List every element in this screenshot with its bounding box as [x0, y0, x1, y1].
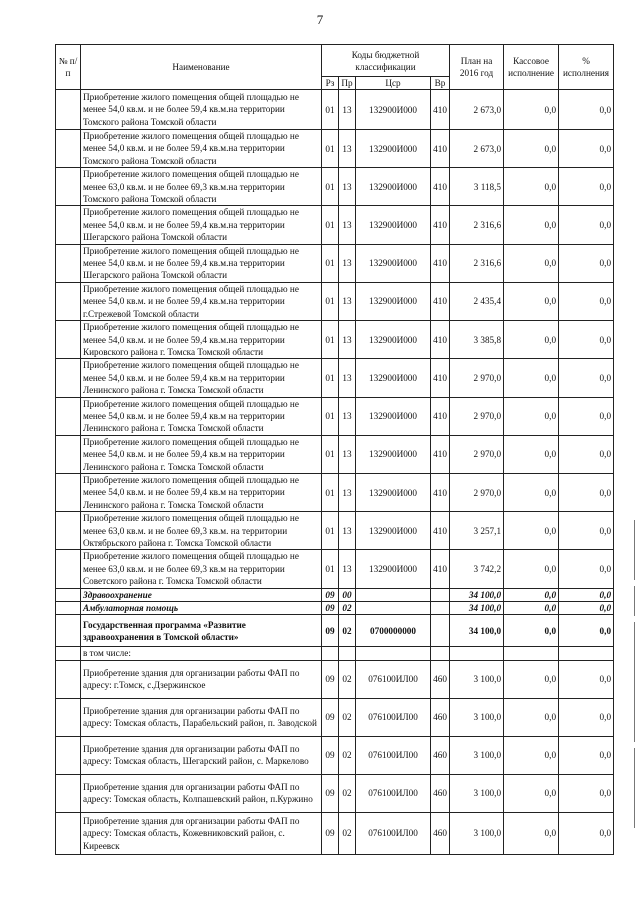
cell-pct: 0,0	[559, 698, 614, 736]
cell-csr	[356, 588, 431, 601]
cell-name: Приобретение жилого помещения общей площадью не менее 54,0 кв.м. и не более 59,4 кв.м на территории Ленинского района г. Томска Томской области	[81, 435, 322, 473]
cell-name: Приобретение жилого помещения общей площадью не менее 54,0 кв.м. и не более 59,4 кв.м.на территории Кировского района г. Томска Томской области	[81, 321, 322, 359]
cell-pr: 13	[339, 435, 356, 473]
cell-cash: 0,0	[504, 397, 559, 435]
cell-vr: 410	[431, 473, 450, 511]
cell-vr: 410	[431, 550, 450, 588]
cell-plan: 3 100,0	[450, 812, 504, 854]
cell-pr: 02	[339, 774, 356, 812]
cell-rz: 09	[322, 588, 339, 601]
cell-plan: 2 970,0	[450, 397, 504, 435]
header-csr: Цср	[356, 77, 431, 90]
cell-plan: 3 100,0	[450, 698, 504, 736]
cell-rz: 01	[322, 130, 339, 168]
cell-pr: 02	[339, 812, 356, 854]
cell-csr: 132900И000	[356, 321, 431, 359]
header-vr: Вр	[431, 77, 450, 90]
cell-rz: 01	[322, 168, 339, 206]
cell-pr: 13	[339, 282, 356, 320]
cell-rz: 01	[322, 321, 339, 359]
cell-num	[56, 512, 81, 550]
header-name: Наименование	[81, 45, 322, 90]
cell-rz: 09	[322, 774, 339, 812]
cell-plan: 3 385,8	[450, 321, 504, 359]
cell-cash: 0,0	[504, 282, 559, 320]
table-row	[56, 473, 614, 511]
cell-num	[56, 130, 81, 168]
cell-vr: 460	[431, 736, 450, 774]
cell-pct: 0,0	[559, 812, 614, 854]
table-row	[56, 660, 614, 698]
cell-num	[56, 397, 81, 435]
cell-plan: 2 316,6	[450, 206, 504, 244]
cell-cash: 0,0	[504, 588, 559, 601]
cell-pct: 0,0	[559, 512, 614, 550]
cell-cash: 0,0	[504, 359, 559, 397]
cell-pct: 0,0	[559, 435, 614, 473]
cell-num	[56, 90, 81, 130]
cell-plan: 34 100,0	[450, 615, 504, 647]
cell-rz: 01	[322, 512, 339, 550]
cell-num	[56, 550, 81, 588]
cell-pr: 02	[339, 698, 356, 736]
cell-csr: 132900И000	[356, 473, 431, 511]
cell-cash: 0,0	[504, 602, 559, 615]
cell-vr: 410	[431, 397, 450, 435]
header-num: № п/п	[56, 45, 81, 90]
cell-plan: 34 100,0	[450, 602, 504, 615]
cell-rz: 09	[322, 615, 339, 647]
cell-csr: 132900И000	[356, 435, 431, 473]
page-number: 7	[316, 12, 324, 27]
cell-name: Государственная программа «Развитие здравоохранения в Томской области»	[81, 615, 322, 647]
cell-pr: 13	[339, 550, 356, 588]
cell-vr: 460	[431, 774, 450, 812]
cell-pct: 0,0	[559, 660, 614, 698]
cell-pr: 02	[339, 602, 356, 615]
cell-vr: 460	[431, 660, 450, 698]
cell-csr: 132900И000	[356, 244, 431, 282]
cell-csr: 132900И000	[356, 282, 431, 320]
cell-num	[56, 244, 81, 282]
cell-rz: 09	[322, 698, 339, 736]
cell-name: Приобретение здания для организации работы ФАП по адресу: Томская область, Колпашевский район, п.Куржино	[81, 774, 322, 812]
cell-pr: 00	[339, 588, 356, 601]
cell-plan: 2 970,0	[450, 435, 504, 473]
table-row	[56, 698, 614, 736]
cell-csr	[356, 602, 431, 615]
table-row	[56, 397, 614, 435]
table-row	[56, 321, 614, 359]
cell-csr: 0700000000	[356, 615, 431, 647]
cell-csr: 132900И000	[356, 168, 431, 206]
cell-csr: 076100ИЛ00	[356, 812, 431, 854]
cell-num	[56, 588, 81, 601]
cell-num	[56, 812, 81, 854]
table-row	[56, 130, 614, 168]
cell-cash: 0,0	[504, 90, 559, 130]
cell-vr	[431, 588, 450, 601]
cell-plan: 3 118,5	[450, 168, 504, 206]
cell-name: Приобретение жилого помещения общей площадью не менее 54,0 кв.м. и не более 59,4 кв.м.на территории Шегарского района Томской области	[81, 206, 322, 244]
table-row	[56, 282, 614, 320]
table-row	[56, 244, 614, 282]
cell-csr: 132900И000	[356, 512, 431, 550]
cell-pct: 0,0	[559, 321, 614, 359]
cell-rz: 09	[322, 602, 339, 615]
cell-num	[56, 698, 81, 736]
cell-rz: 01	[322, 473, 339, 511]
table-row	[56, 812, 614, 854]
cell-cash: 0,0	[504, 615, 559, 647]
cell-rz: 01	[322, 244, 339, 282]
cell-rz: 01	[322, 397, 339, 435]
cell-cash: 0,0	[504, 244, 559, 282]
cell-name: Приобретение жилого помещения общей площадью не менее 54,0 кв.м. и не более 59,4 кв.м.на территории Томского района Томской области	[81, 90, 322, 130]
cell-name: Приобретение жилого помещения общей площадью не менее 54,0 кв.м. и не более 59,4 кв.м.на территории Томского района Томской области	[81, 130, 322, 168]
cell-pct: 0,0	[559, 615, 614, 647]
cell-pr: 13	[339, 473, 356, 511]
cell-pct: 0,0	[559, 588, 614, 601]
margin-signature-mark	[633, 520, 636, 900]
cell-cash: 0,0	[504, 736, 559, 774]
cell-vr: 410	[431, 359, 450, 397]
cell-pr: 13	[339, 244, 356, 282]
cell-name: Приобретение жилого помещения общей площадью не менее 54,0 кв.м. и не более 59,4 кв.м.на территории Шегарского района Томской области	[81, 244, 322, 282]
cell-pct	[559, 647, 614, 660]
cell-num	[56, 736, 81, 774]
cell-cash: 0,0	[504, 512, 559, 550]
table-row	[56, 550, 614, 588]
cell-cash: 0,0	[504, 550, 559, 588]
cell-name: Приобретение жилого помещения общей площадью не менее 54,0 кв.м. и не более 59,4 кв.м на территории Ленинского района г. Томска Томской области	[81, 359, 322, 397]
table-row	[56, 602, 614, 615]
cell-rz: 01	[322, 90, 339, 130]
cell-name: Приобретение здания для организации работы ФАП по адресу: Томская область, Парабельский район, п. Заводской	[81, 698, 322, 736]
cell-csr: 076100ИЛ00	[356, 660, 431, 698]
table-row	[56, 615, 614, 647]
cell-rz: 01	[322, 550, 339, 588]
cell-plan: 2 435,4	[450, 282, 504, 320]
cell-num	[56, 282, 81, 320]
header-rz: Рз	[322, 77, 339, 90]
cell-vr: 410	[431, 435, 450, 473]
cell-plan	[450, 647, 504, 660]
cell-plan: 2 673,0	[450, 90, 504, 130]
cell-rz: 01	[322, 282, 339, 320]
cell-pr: 13	[339, 397, 356, 435]
cell-csr: 132900И000	[356, 206, 431, 244]
cell-rz	[322, 647, 339, 660]
cell-plan: 3 100,0	[450, 660, 504, 698]
cell-vr: 410	[431, 244, 450, 282]
cell-name: Приобретение жилого помещения общей площадью не менее 54,0 кв.м. и не более 59,4 кв.м на территории Ленинского района г. Томска Томской области	[81, 473, 322, 511]
cell-rz: 09	[322, 736, 339, 774]
cell-pct: 0,0	[559, 130, 614, 168]
cell-plan: 3 257,1	[450, 512, 504, 550]
cell-cash: 0,0	[504, 698, 559, 736]
cell-pr: 13	[339, 168, 356, 206]
cell-plan: 2 673,0	[450, 130, 504, 168]
cell-num	[56, 321, 81, 359]
cell-pr: 13	[339, 90, 356, 130]
header-codes: Коды бюджетной классификации	[322, 45, 450, 77]
header-pct: % исполнения	[559, 45, 614, 90]
cell-plan: 34 100,0	[450, 588, 504, 601]
cell-pr: 13	[339, 321, 356, 359]
cell-rz: 01	[322, 206, 339, 244]
cell-csr: 076100ИЛ00	[356, 736, 431, 774]
cell-vr: 410	[431, 130, 450, 168]
cell-pct: 0,0	[559, 774, 614, 812]
cell-csr: 132900И000	[356, 359, 431, 397]
cell-name: Приобретение жилого помещения общей площадью не менее 63,0 кв.м. и не более 69,3 кв.м на территории Советского района г. Томска Томской области	[81, 550, 322, 588]
cell-rz: 09	[322, 812, 339, 854]
cell-vr: 410	[431, 282, 450, 320]
cell-num	[56, 206, 81, 244]
cell-cash: 0,0	[504, 206, 559, 244]
cell-vr: 410	[431, 168, 450, 206]
cell-rz: 01	[322, 359, 339, 397]
cell-cash: 0,0	[504, 435, 559, 473]
cell-csr: 132900И000	[356, 130, 431, 168]
cell-pct: 0,0	[559, 359, 614, 397]
cell-plan: 2 970,0	[450, 359, 504, 397]
cell-name: Приобретение жилого помещения общей площадью не менее 63,0 кв.м. и не более 69,3 кв.м. на территории Октябрьского района г. Томска Томской области	[81, 512, 322, 550]
cell-name: Приобретение жилого помещения общей площадью не менее 63,0 кв.м. и не более 69,3 кв.м.на территории Томского района Томской области	[81, 168, 322, 206]
cell-vr	[431, 602, 450, 615]
table-row	[56, 774, 614, 812]
cell-name: Приобретение здания для организации работы ФАП по адресу: Томская область, Шегарский район, с. Маркелово	[81, 736, 322, 774]
cell-pct: 0,0	[559, 168, 614, 206]
cell-vr	[431, 647, 450, 660]
cell-num	[56, 602, 81, 615]
cell-num	[56, 774, 81, 812]
cell-cash: 0,0	[504, 168, 559, 206]
cell-pr	[339, 647, 356, 660]
cell-plan: 3 742,2	[450, 550, 504, 588]
cell-plan: 3 100,0	[450, 736, 504, 774]
cell-pr: 13	[339, 512, 356, 550]
cell-pct: 0,0	[559, 90, 614, 130]
cell-plan: 3 100,0	[450, 774, 504, 812]
cell-pr: 13	[339, 130, 356, 168]
cell-plan: 2 970,0	[450, 473, 504, 511]
cell-name: Амбулаторная помощь	[81, 602, 322, 615]
header-cash: Кассовое исполнение	[504, 45, 559, 90]
cell-pct: 0,0	[559, 282, 614, 320]
table-row	[56, 90, 614, 130]
cell-pr: 02	[339, 660, 356, 698]
table-row	[56, 206, 614, 244]
cell-plan: 2 316,6	[450, 244, 504, 282]
cell-num	[56, 647, 81, 660]
table-row	[56, 435, 614, 473]
cell-num	[56, 359, 81, 397]
table-row	[56, 588, 614, 601]
cell-rz: 09	[322, 660, 339, 698]
cell-pr: 02	[339, 736, 356, 774]
cell-csr: 076100ИЛ00	[356, 698, 431, 736]
cell-cash: 0,0	[504, 473, 559, 511]
cell-vr: 410	[431, 206, 450, 244]
cell-pct: 0,0	[559, 736, 614, 774]
cell-cash: 0,0	[504, 130, 559, 168]
cell-csr: 132900И000	[356, 550, 431, 588]
cell-pct: 0,0	[559, 206, 614, 244]
cell-pct: 0,0	[559, 244, 614, 282]
table-row	[56, 512, 614, 550]
cell-pct: 0,0	[559, 550, 614, 588]
cell-pct: 0,0	[559, 602, 614, 615]
header-plan: План на 2016 год	[450, 45, 504, 90]
cell-cash	[504, 647, 559, 660]
cell-name: в том числе:	[81, 647, 322, 660]
cell-csr	[356, 647, 431, 660]
table-row	[56, 736, 614, 774]
table-row	[56, 168, 614, 206]
cell-num	[56, 473, 81, 511]
cell-vr: 410	[431, 321, 450, 359]
cell-name: Приобретение жилого помещения общей площадью не менее 54,0 кв.м. и не более 59,4 кв.м.на территории г.Стрежевой Томской области	[81, 282, 322, 320]
cell-name: Здравоохранение	[81, 588, 322, 601]
table-row	[56, 647, 614, 660]
cell-vr: 410	[431, 512, 450, 550]
cell-pct: 0,0	[559, 397, 614, 435]
cell-vr: 460	[431, 698, 450, 736]
cell-pr: 13	[339, 206, 356, 244]
cell-csr: 132900И000	[356, 397, 431, 435]
cell-pr: 13	[339, 359, 356, 397]
cell-num	[56, 435, 81, 473]
cell-cash: 0,0	[504, 321, 559, 359]
cell-num	[56, 168, 81, 206]
table-row	[56, 359, 614, 397]
cell-num	[56, 660, 81, 698]
cell-vr: 410	[431, 90, 450, 130]
cell-cash: 0,0	[504, 812, 559, 854]
cell-vr	[431, 615, 450, 647]
cell-num	[56, 615, 81, 647]
cell-name: Приобретение здания для организации работы ФАП по адресу: г.Томск, с.Дзержинское	[81, 660, 322, 698]
cell-pct: 0,0	[559, 473, 614, 511]
cell-rz: 01	[322, 435, 339, 473]
budget-table	[55, 44, 614, 855]
cell-name: Приобретение здания для организации работы ФАП по адресу: Томская область, Кожевниковский район, с. Киреевск	[81, 812, 322, 854]
cell-pr: 02	[339, 615, 356, 647]
cell-cash: 0,0	[504, 774, 559, 812]
cell-vr: 460	[431, 812, 450, 854]
header-pr: Пр	[339, 77, 356, 90]
cell-csr: 132900И000	[356, 90, 431, 130]
cell-name: Приобретение жилого помещения общей площадью не менее 54,0 кв.м. и не более 59,4 кв.м на территории Ленинского района г. Томска Томской области	[81, 397, 322, 435]
cell-csr: 076100ИЛ00	[356, 774, 431, 812]
cell-cash: 0,0	[504, 660, 559, 698]
